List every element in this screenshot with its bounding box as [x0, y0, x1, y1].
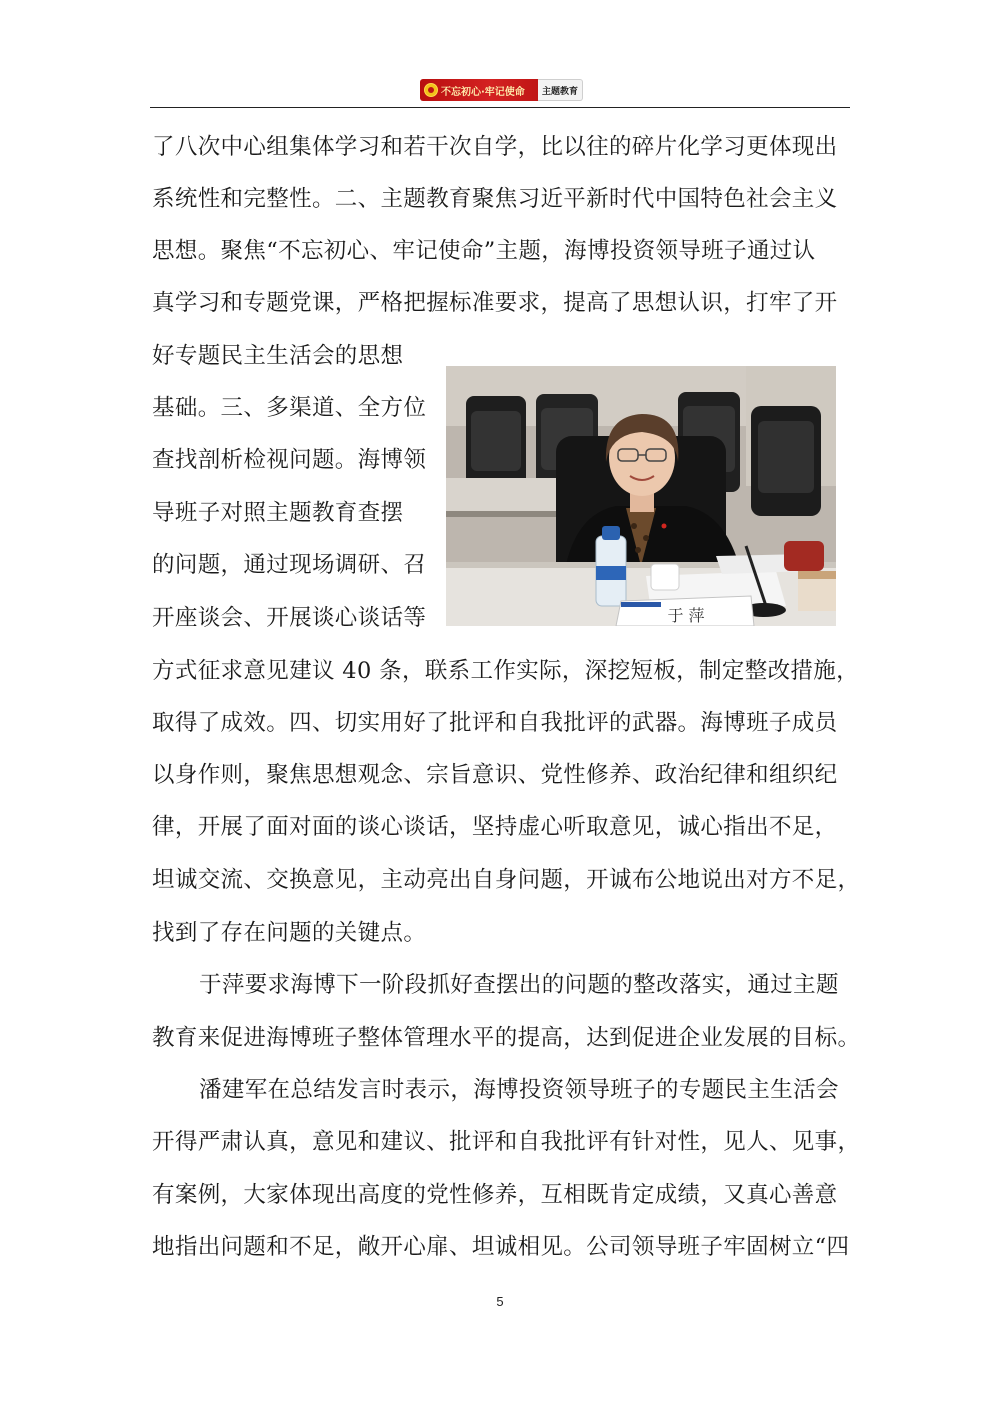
body-line: 好专题民主生活会的思想 — [152, 343, 404, 369]
meeting-photo — [446, 366, 836, 626]
body-line: 以身作则，聚焦思想观念、宗旨意识、党性修养、政治纪律和组织纪 — [152, 762, 838, 788]
header-rule — [150, 107, 850, 108]
body-line: 开得严肃认真，意见和建议、批评和自我批评有针对性，见人、见事， — [152, 1129, 861, 1155]
body-line: 方式征求意见建议 40 条，联系工作实际，深挖短板，制定整改措施， — [152, 658, 859, 684]
body-line: 开座谈会、开展谈心谈话等 — [152, 605, 427, 631]
body-line: 查找剖析检视问题。海博领 — [152, 447, 427, 473]
body-line: 律，开展了面对面的谈心谈话，坚持虚心听取意见，诚心指出不足， — [152, 814, 838, 840]
body-line: 坦诚交流、交换意见，主动亮出自身问题，开诚布公地说出对方不足， — [152, 867, 861, 893]
body-line: 的问题，通过现场调研、召 — [152, 552, 427, 578]
body-line: 真学习和专题党课，严格把握标准要求，提高了思想认识，打牢了开 — [152, 290, 838, 316]
body-line: 思想。聚焦“不忘初心、牢记使命”主题，海博投资领导班子通过认 — [152, 238, 816, 264]
meeting-photo-illustration — [446, 366, 836, 626]
nameplate-text: 于 萍 — [667, 606, 705, 625]
body-line: 教育来促进海博班子整体管理水平的提高，达到促进企业发展的目标。 — [152, 1025, 861, 1051]
body-line: 导班子对照主题教育查摆 — [152, 500, 404, 526]
page-number: 5 — [496, 1294, 504, 1309]
body-line: 有案例，大家体现出高度的党性修养，互相既肯定成绩，又真心善意 — [152, 1182, 838, 1208]
header-banner — [420, 78, 583, 102]
banner-tag — [538, 79, 583, 101]
body-line: 了八次中心组集体学习和若干次自学，比以往的碎片化学习更体现出 — [152, 134, 838, 160]
body-line: 于萍要求海博下一阶段抓好查摆出的问题的整改落实，通过主题 — [199, 972, 839, 998]
body-line: 潘建军在总结发言时表示，海博投资领导班子的专题民主生活会 — [199, 1077, 839, 1103]
body-line: 基础。三、多渠道、全方位 — [152, 395, 427, 421]
slogan-banner — [420, 79, 538, 101]
body-line: 系统性和完整性。二、主题教育聚焦习近平新时代中国特色社会主义 — [152, 186, 838, 212]
body-line: 找到了存在问题的关键点。 — [152, 920, 427, 946]
body-line: 取得了成效。四、切实用好了批评和自我批评的武器。海博班子成员 — [152, 710, 838, 736]
party-emblem-icon — [424, 83, 438, 97]
body-line: 地指出问题和不足，敞开心扉、坦诚相见。公司领导班子牢固树立“四 — [152, 1234, 850, 1260]
banner-tag-text: 主题教育 — [541, 86, 578, 97]
banner-slogan: 不忘初心·牢记使命 — [441, 86, 525, 98]
